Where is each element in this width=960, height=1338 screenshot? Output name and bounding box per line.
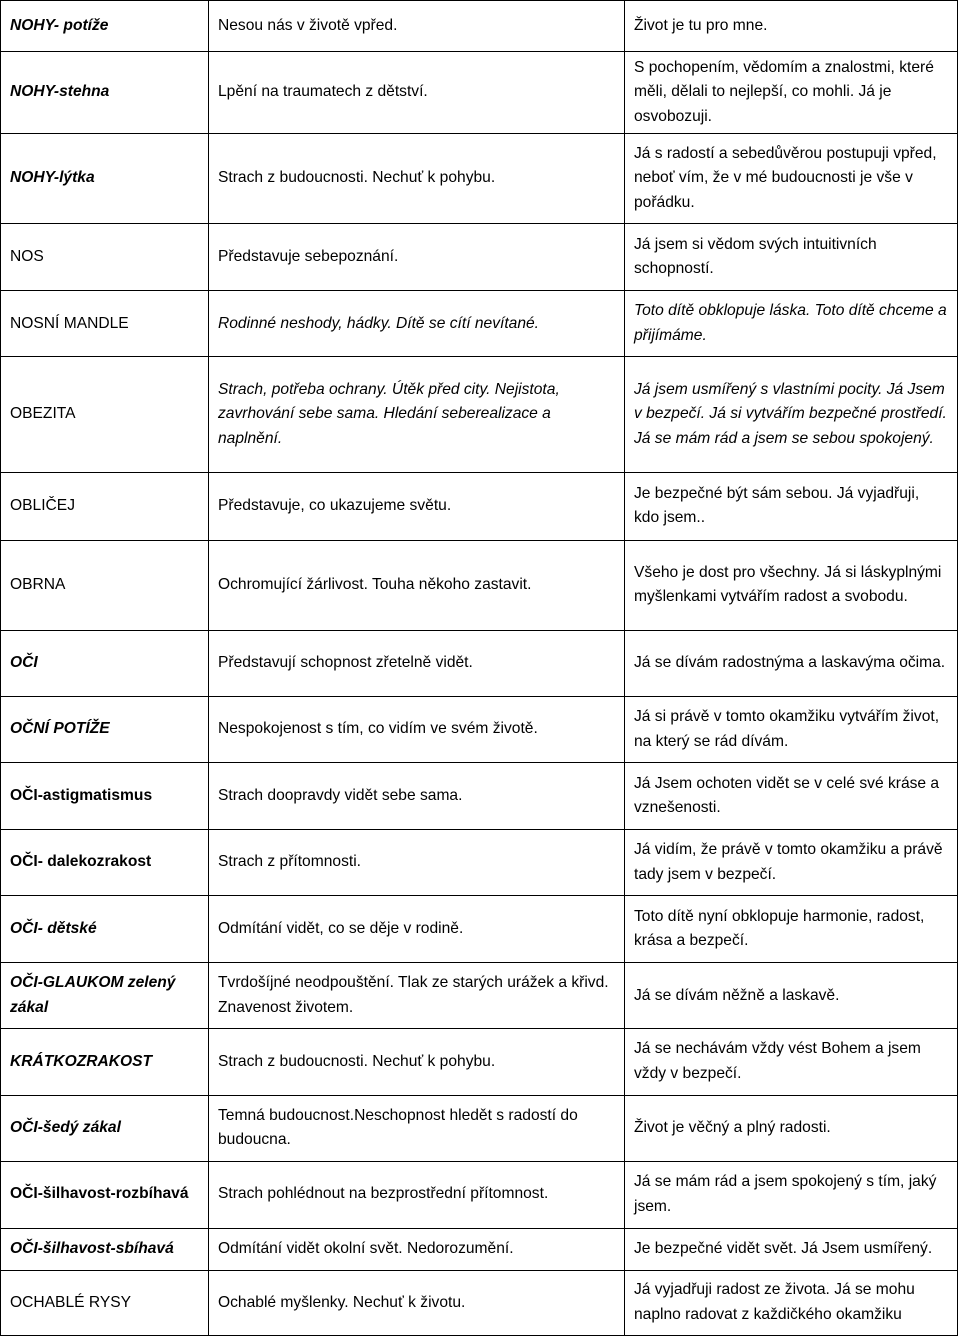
term-cell: OBRNA xyxy=(1,540,209,630)
term-cell: NOS xyxy=(1,224,209,291)
affirmation-cell: Já vidím, že právě v tomto okamžiku a právě tady jsem v bezpečí. xyxy=(625,830,958,896)
term-cell: OČI xyxy=(1,630,209,696)
affirmation-cell: Já se mám rád a jsem spokojený s tím, jaký jsem. xyxy=(625,1161,958,1228)
cause-cell: Tvrdošíjné neodpouštění. Tlak ze starých urážek a křivd. Znavenost životem. xyxy=(209,963,625,1029)
table-row xyxy=(1,830,958,896)
affirmation-cell: S pochopením, vědomím a znalostmi, které měli, dělali to nejlepší, co mohli. Já je osvobozuji. xyxy=(625,52,958,134)
cause-cell: Nespokojenost s tím, co vidím ve svém životě. xyxy=(209,696,625,762)
cause-cell: Strach doopravdy vidět sebe sama. xyxy=(209,763,625,830)
affirmation-cell: Je bezpečné vidět svět. Já Jsem usmířený. xyxy=(625,1228,958,1270)
cause-cell: Představuje sebepoznání. xyxy=(209,224,625,291)
term-cell: OČI-astigmatismus xyxy=(1,763,209,830)
table-row xyxy=(1,1270,958,1335)
cause-cell: Strach z přítomnosti. xyxy=(209,830,625,896)
affirmation-cell: Já si právě v tomto okamžiku vytvářím život, na který se rád dívám. xyxy=(625,696,958,762)
affirmation-cell: Život je věčný a plný radosti. xyxy=(625,1095,958,1161)
table-row xyxy=(1,763,958,830)
term-cell: OČI-šilhavost-sbíhavá xyxy=(1,1228,209,1270)
term-cell: NOHY- potíže xyxy=(1,1,209,52)
cause-cell: Strach pohlédnout na bezprostřední přítomnost. xyxy=(209,1161,625,1228)
term-cell: OCHABLÉ RYSY xyxy=(1,1270,209,1335)
cause-cell: Představují schopnost zřetelně vidět. xyxy=(209,630,625,696)
term-cell: NOHY-stehna xyxy=(1,52,209,134)
affirmation-cell: Já se dívám něžně a laskavě. xyxy=(625,963,958,1029)
affirmation-cell: Toto dítě obklopuje láska. Toto dítě chceme a přijímáme. xyxy=(625,291,958,357)
cause-cell: Rodinné neshody, hádky. Dítě se cítí nevítané. xyxy=(209,291,625,357)
affirmation-cell: Já se dívám radostnýma a laskavýma očima. xyxy=(625,630,958,696)
table-row xyxy=(1,1,958,52)
affirmation-cell: Já jsem si vědom svých intuitivních schopností. xyxy=(625,224,958,291)
cause-cell: Lpění na traumatech z dětství. xyxy=(209,52,625,134)
affirmation-cell: Já s radostí a sebedůvěrou postupuji vpřed, neboť vím, že v mé budoucnosti je vše v pořádku. xyxy=(625,134,958,224)
term-cell: OČNÍ POTÍŽE xyxy=(1,696,209,762)
cause-cell: Strach z budoucnosti. Nechuť k pohybu. xyxy=(209,134,625,224)
affirmation-cell: Já Jsem ochoten vidět se v celé své kráse a vznešenosti. xyxy=(625,763,958,830)
cause-cell: Ochablé myšlenky. Nechuť k životu. xyxy=(209,1270,625,1335)
affirmation-cell: Je bezpečné být sám sebou. Já vyjadřuji, kdo jsem.. xyxy=(625,472,958,540)
cause-cell: Nesou nás v životě vpřed. xyxy=(209,1,625,52)
term-cell: NOSNÍ MANDLE xyxy=(1,291,209,357)
cause-cell: Temná budoucnost.Neschopnost hledět s radostí do budoucna. xyxy=(209,1095,625,1161)
affirmation-cell: Já jsem usmířený s vlastními pocity. Já Jsem v bezpečí. Já si vytvářím bezpečné prostředí. Já se mám rád a jsem se sebou spokojený. xyxy=(625,357,958,472)
term-cell: KRÁTKOZRAKOST xyxy=(1,1029,209,1095)
cause-cell: Odmítání vidět okolní svět. Nedorozumění. xyxy=(209,1228,625,1270)
term-cell: OBEZITA xyxy=(1,357,209,472)
affirmation-cell: Všeho je dost pro všechny. Já si láskyplnými myšlenkami vytvářím radost a svobodu. xyxy=(625,540,958,630)
table-row xyxy=(1,134,958,224)
affirmation-cell: Já se nechávám vždy vést Bohem a jsem vždy v bezpečí. xyxy=(625,1029,958,1095)
term-cell: NOHY-lýtka xyxy=(1,134,209,224)
term-cell: OČI- dalekozrakost xyxy=(1,830,209,896)
affirmation-cell: Život je tu pro mne. xyxy=(625,1,958,52)
cause-cell: Představuje, co ukazujeme světu. xyxy=(209,472,625,540)
term-cell: OBLIČEJ xyxy=(1,472,209,540)
table-row xyxy=(1,1029,958,1095)
term-cell: OČI-šedý zákal xyxy=(1,1095,209,1161)
term-cell: OČI-GLAUKOM zelený zákal xyxy=(1,963,209,1029)
table-row xyxy=(1,1228,958,1270)
table-row xyxy=(1,52,958,134)
term-cell: OČI-šilhavost-rozbíhavá xyxy=(1,1161,209,1228)
table-row xyxy=(1,224,958,291)
table-row xyxy=(1,1161,958,1228)
cause-cell: Odmítání vidět, co se děje v rodině. xyxy=(209,896,625,963)
table-row xyxy=(1,1095,958,1161)
term-cell: OČI- dětské xyxy=(1,896,209,963)
cause-cell: Strach, potřeba ochrany. Útěk před city. Nejistota, zavrhování sebe sama. Hledání seberealizace a naplnění. xyxy=(209,357,625,472)
table-row xyxy=(1,357,958,472)
table-row xyxy=(1,540,958,630)
affirmation-cell: Toto dítě nyní obklopuje harmonie, radost, krása a bezpečí. xyxy=(625,896,958,963)
cause-cell: Ochromující žárlivost. Touha někoho zastavit. xyxy=(209,540,625,630)
table-body xyxy=(1,1,958,1336)
table-row xyxy=(1,696,958,762)
table-row xyxy=(1,630,958,696)
table-row xyxy=(1,963,958,1029)
table-row xyxy=(1,896,958,963)
cause-cell: Strach z budoucnosti. Nechuť k pohybu. xyxy=(209,1029,625,1095)
table-row xyxy=(1,291,958,357)
affirmation-cell: Já vyjadřuji radost ze života. Já se mohu naplno radovat z každičkého okamžiku xyxy=(625,1270,958,1335)
table-row xyxy=(1,472,958,540)
